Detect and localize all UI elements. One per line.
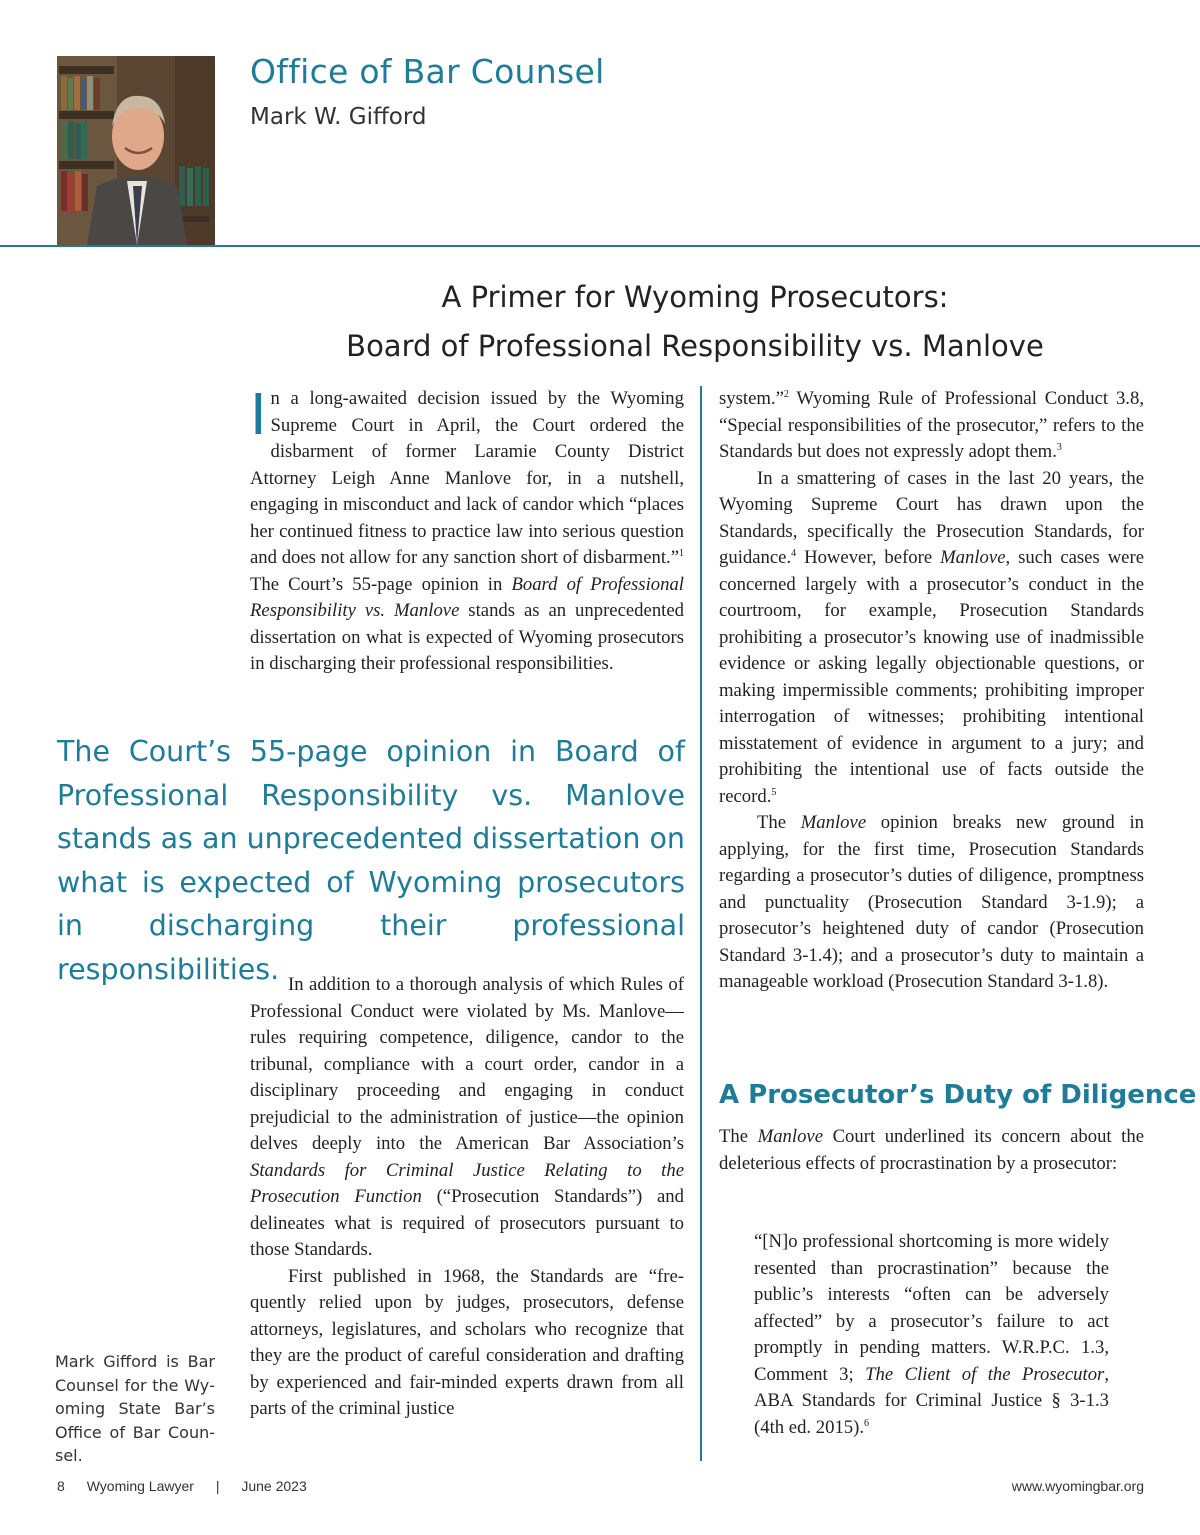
- author-photo: [57, 56, 215, 245]
- author-bio: Mark Gifford is Bar Counsel for the Wyoming State Bar’s Office of Bar Counsel.: [55, 1352, 215, 1465]
- article-right-column-section: [719, 1124, 1144, 1177]
- header-divider: [0, 245, 1200, 247]
- footer-separator: |: [215, 1478, 220, 1494]
- paragraph: First published in 1968, the Standards are “frequently relied upon by judges, prosecutors, defense attorneys, legislatures, and scholars who recognize that they are the product of careful consideration and drafting by experienced and fair-minded experts drawn from all parts of the criminal justice: [250, 1265, 684, 1419]
- department-title: Office of Bar Counsel: [250, 52, 605, 91]
- author-name: Mark W. Gifford: [250, 104, 427, 130]
- publication-name: Wyoming Lawyer: [86, 1478, 194, 1494]
- paragraph: system.”$^2$ Wyoming Rule of Professional Conduct 3.8, “Special responsibilities of the prosecutor,” refers to the Standards but does not expressly adopt them.$^3$: [719, 388, 1144, 462]
- paragraph: The Manlove Court underlined its concern about the deleterious effects of procrastination by a prosecutor:: [719, 1126, 1145, 1174]
- section-heading: A Prosecutor’s Duty of Diligence: [719, 1080, 1197, 1110]
- article-right-column: [719, 386, 1144, 996]
- headline-line2: Board of Professional Responsibility vs. Manlove: [346, 329, 1044, 363]
- paragraph: In a smattering of cases in the last 20 years, the Wyoming Supreme Court has drawn upon the Standards, specifically the Prosecution Standards, for guidance.$^4$ However, before Manlove, such cases were concerned largely with a prosecutor’s conduct in the courtroom, for example, Prosecution Standards prohibiting a prosecutor’s knowing use of inadmissible evidence or asking legally objectionable questions, or making impermissible comments; prohibiting improper interrogation of witnesses; prohibiting intentional misstatement of evidence in argument to a jury; and prohibiting the intentional use of facts outside the record.$^5$: [719, 467, 1144, 807]
- paragraph: The Manlove opinion breaks new ground in applying, for the first time, Prosecution Standards regarding a prosecutor’s duties of diligence, promptness and punctuality (Prosecution Standard 3-1.9); a prosecutor’s heightened duty of candor (Prosecution Standard 3-1.4); and a prosecutor’s duty to maintain a manageable workload (Prosecution Standard 3-1.8).: [719, 812, 1144, 992]
- article-intro: [250, 383, 684, 678]
- paragraph: In addition to a thorough analysis of which Rules of Professional Conduct were violated by Ms. Manlove—rules requiring competence, diligence, candor to the tribunal, compliance with a court order, candor in a disciplinary proceeding and engaging in conduct prejudicial to the administration of justice—the opinion delves deeply into the American Bar Association’s Standards for Criminal Justice Relating to the Prosecution Function (“Prosecution Standards”) and delineates what is required of prosecutors pursuant to those Standards.: [250, 974, 684, 1260]
- website-url: www.wyomingbar.org: [1011, 1478, 1144, 1494]
- intro-paragraph: In a long-awaited decision issued by the Wyoming Supreme Court in April, the Court ordered the disbarment of former Laramie County District Attorney Leigh Anne Manlove for, in a nutshell, engaging in misconduct and lack of candor which “places her continued fitness to practice law into serious question and does not allow for any sanction short of disbarment.”$^1$ The Court’s 55-page opinion in Board of Professional Responsibility vs. Manlove stands as an unprecedented dissertation on what is expected of Wyoming prosecutors in discharging their professional responsibilities.: [250, 383, 684, 674]
- issue-date: June 2023: [241, 1478, 307, 1494]
- article-left-column: [250, 972, 684, 1423]
- block-quote: “[N]o professional shortcoming is more widely resented than procrastination” because the public’s interests “often can be adversely affected” by a prosecutor’s failure to act promptly in pending matters. W.R.P.C. 1.3, Comment 3; The Client of the Prosecutor, ABA Standards for Criminal Justice § 3-1.3 (4th ed. 2015).$^6$: [754, 1231, 1109, 1438]
- page-number: 8: [57, 1478, 65, 1494]
- footer-left: [57, 1478, 325, 1494]
- pull-quote: The Court’s 55-page opinion in Board of Professional Responsibility vs. Manlove stands as an unprecedented dissertation on what is expected of Wyoming prosecutors in discharging their professional responsibilities.: [57, 735, 685, 986]
- drop-cap: I: [250, 383, 267, 448]
- headline-line1: A Primer for Wyoming Prosecutors:: [441, 280, 949, 314]
- column-divider: [700, 386, 702, 1461]
